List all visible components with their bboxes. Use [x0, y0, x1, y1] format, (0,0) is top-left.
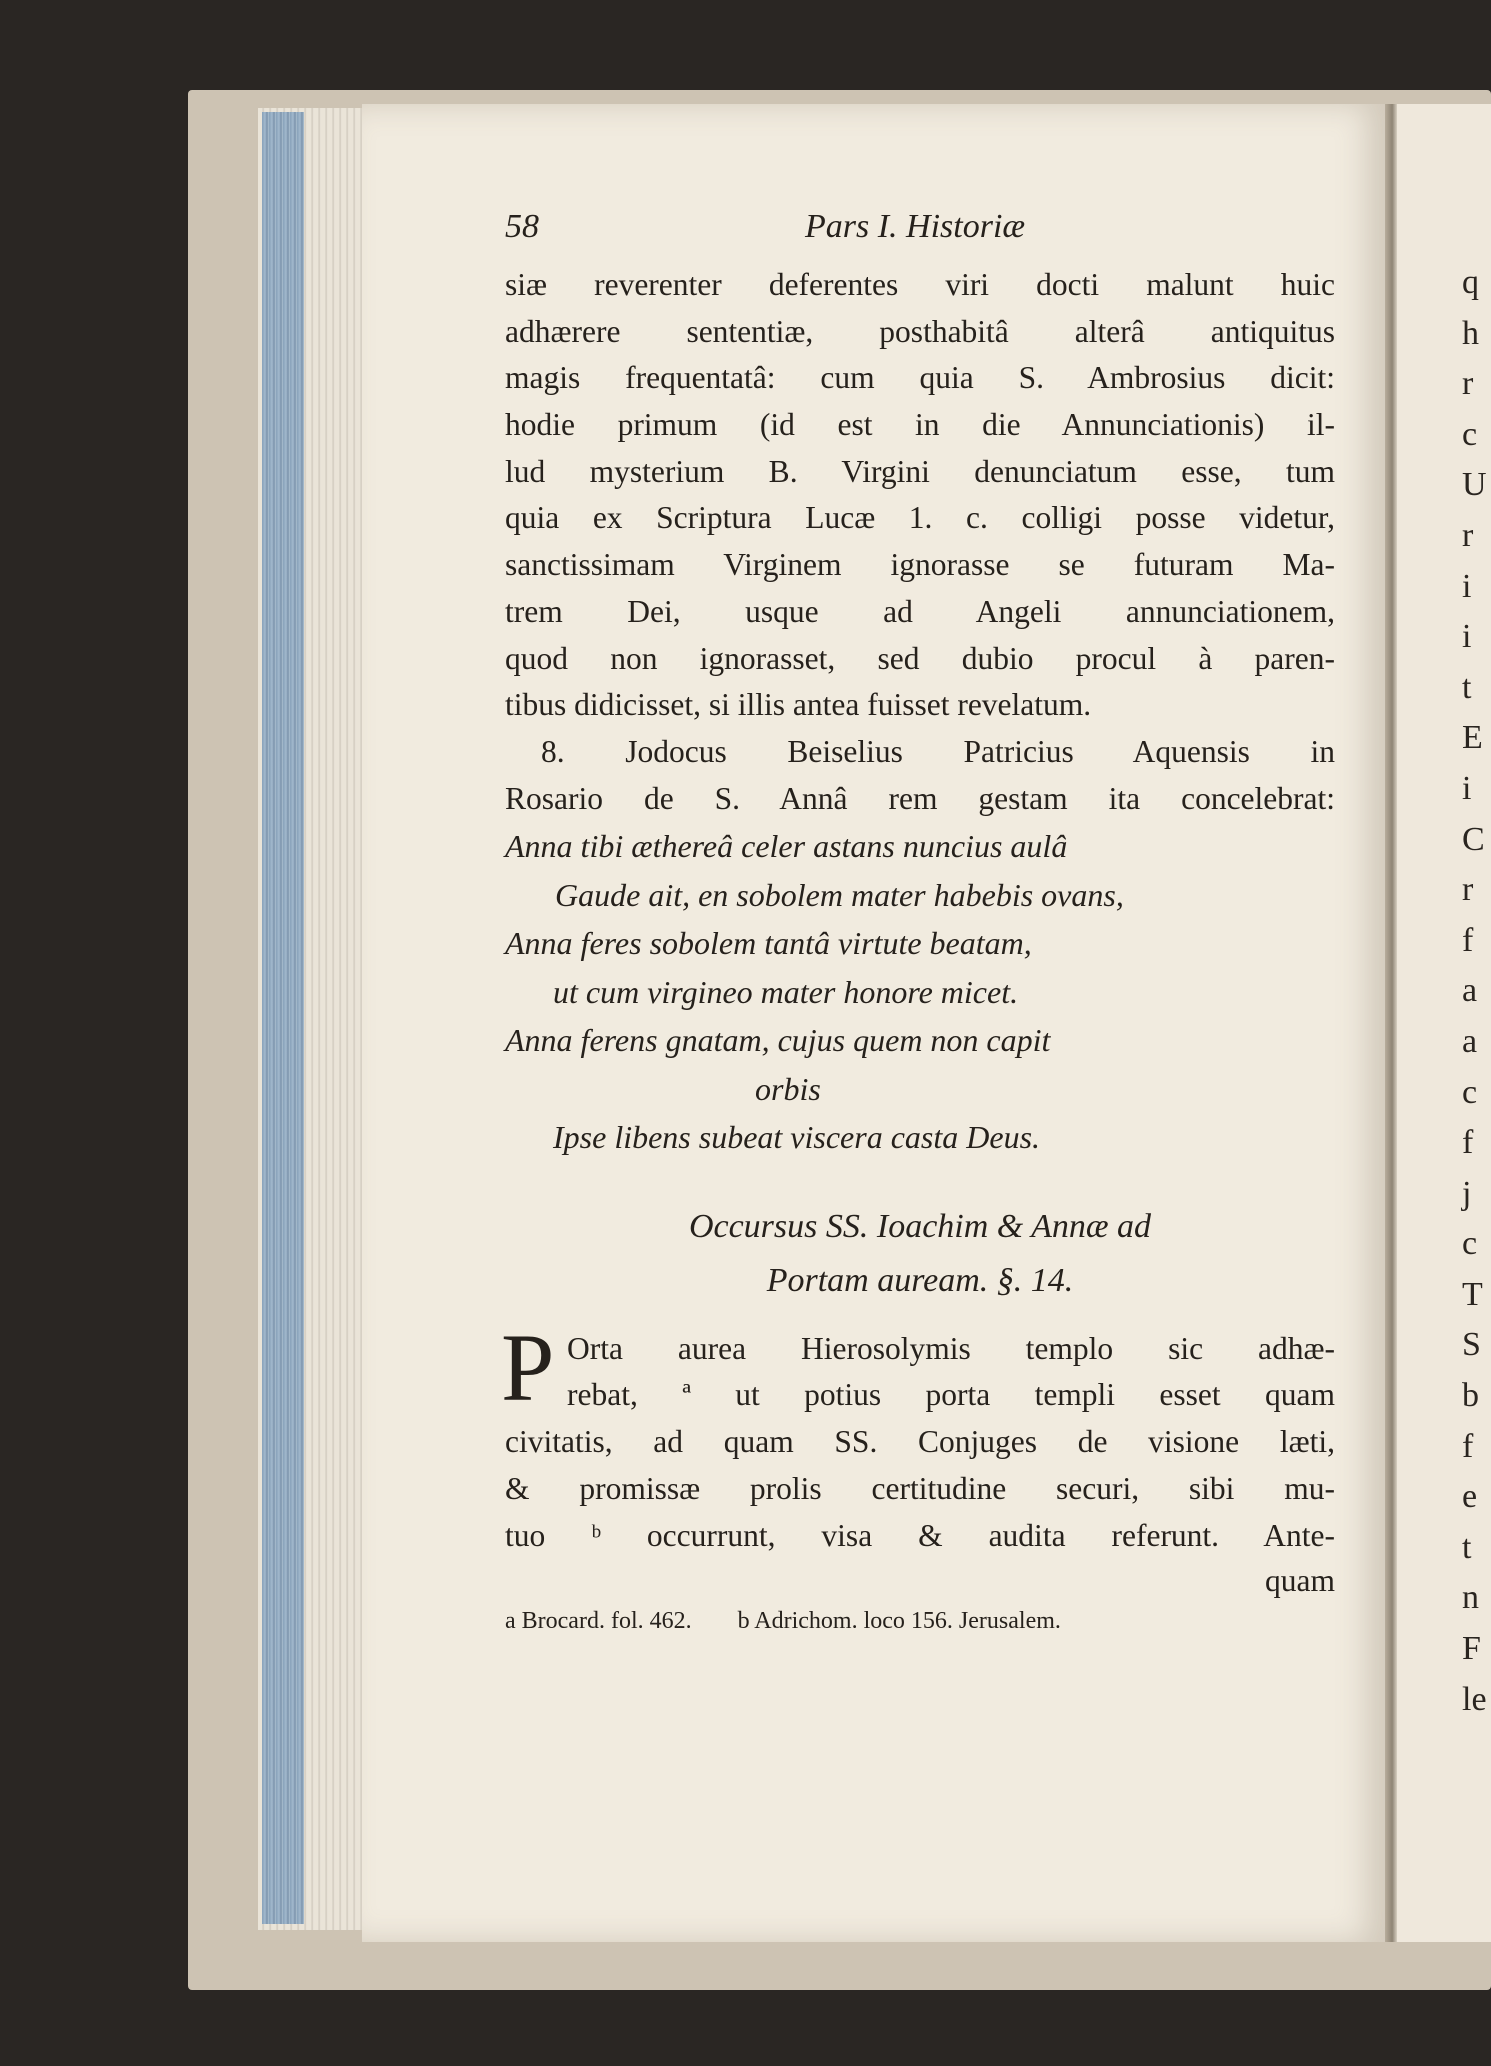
text-line: tibus didicisset, si illis antea fuisset revelatum.	[505, 687, 1092, 723]
scanner-background-bottom	[0, 1988, 1491, 2066]
page-text	[501, 200, 1335, 1639]
scanner-background-left	[0, 0, 190, 2066]
text-line: & promissæ prolis certitudine securi, sibi mu-	[505, 1470, 1335, 1506]
footnote: b Adrichom. loco 156. Jerusalem.	[737, 1608, 1061, 1635]
paragraph-occursus	[501, 1313, 1335, 1559]
text-line: tuo ᵇ occurrunt, visa & audita referunt. Ante-	[505, 1517, 1335, 1553]
text-line: magis frequentatâ: cum quia S. Ambrosius dicit:	[505, 360, 1335, 396]
text-line: quia ex Scriptura Lucæ 1. c. colligi posse videtur,	[505, 500, 1335, 536]
verse-line: Anna ferens gnatam, cujus quem non capit	[505, 1022, 1051, 1059]
text-line: hodie primum (id est in die Annunciationis) il-	[505, 407, 1335, 443]
text-line: siæ reverenter deferentes viri docti malunt huic	[505, 267, 1335, 302]
section-heading: Occursus SS. Ioachim & Annæ ad	[688, 1207, 1152, 1245]
text-line: adhærere sententiæ, posthabitâ alterâ antiquitus	[505, 313, 1335, 349]
book-gutter	[1385, 104, 1397, 1942]
page-number: 58	[505, 208, 539, 245]
facing-page-fragments: q h r c U r i i t E i C r f a a c f j c T S b f e t n F le	[1462, 264, 1487, 1718]
verse-line: ut cum virgineo mater honore micet.	[553, 973, 1019, 1010]
text-line: Rosario de S. Annâ rem gestam ita concelebrat:	[505, 780, 1335, 816]
verse-block	[505, 822, 1335, 1162]
verse-line: Anna feres sobolem tantâ virtute beatam,	[505, 925, 1032, 962]
verse-line: orbis	[755, 1070, 821, 1107]
verse-line: Anna tibi æthereâ celer astans nuncius aulâ	[505, 828, 1068, 865]
text-line: quod non ignorasset, sed dubio procul à paren-	[505, 640, 1335, 676]
catchword: quam	[1265, 1563, 1335, 1599]
colored-page-edge	[262, 112, 304, 1924]
text-line: civitatis, ad quam SS. Conjuges de visione læti,	[505, 1424, 1335, 1460]
text-line: sanctissimam Virginem ignorasse se futuram Ma-	[505, 547, 1335, 583]
text-line: trem Dei, usque ad Angeli annunciationem,	[505, 593, 1335, 629]
drop-cap: P	[501, 1313, 555, 1421]
scanner-background-top	[0, 0, 1491, 92]
paragraph-continuation	[505, 262, 1335, 729]
section-heading: Portam auream. §. 14.	[766, 1261, 1074, 1299]
running-header	[505, 200, 1335, 262]
running-title: Pars I. Historiæ	[805, 208, 1026, 245]
verse-line: Ipse libens subeat viscera casta Deus.	[553, 1119, 1041, 1156]
verse-line: Gaude ait, en sobolem mater habebis ovans,	[555, 876, 1124, 913]
text-line: Orta aurea Hierosolymis templo sic adhæ-	[567, 1330, 1335, 1366]
footnote: a Brocard. fol. 462.	[505, 1608, 692, 1635]
text-line: lud mysterium B. Virgini denunciatum esse, tum	[505, 453, 1335, 489]
footnotes	[505, 1603, 1335, 1639]
paragraph-8	[505, 729, 1335, 822]
text-line: 8. Jodocus Beiselius Patricius Aquensis in	[541, 733, 1335, 769]
text-line: rebat, ª ut potius porta templi esset quam	[567, 1377, 1335, 1413]
